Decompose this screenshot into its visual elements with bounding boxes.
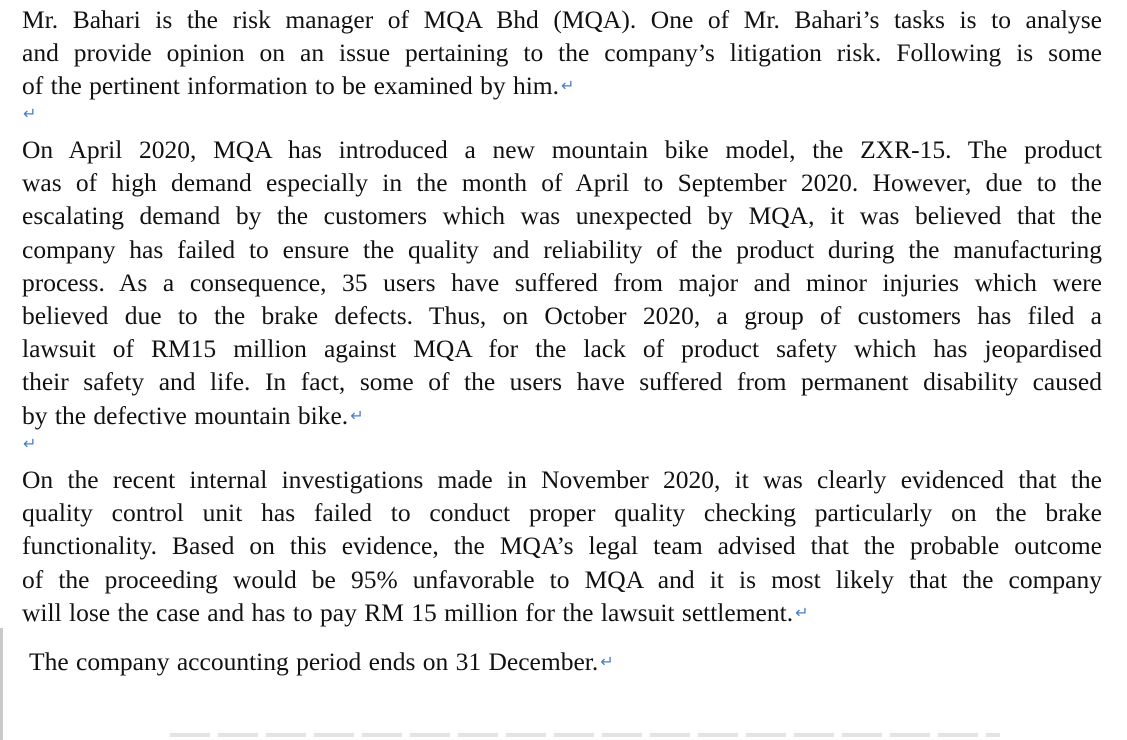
paragraph-mark-icon: ↵ xyxy=(561,76,575,96)
empty-paragraph-mark-icon: ↵ xyxy=(23,434,37,453)
text-line-last: of the pertinent information to be examined by him. ↵ xyxy=(22,71,575,101)
paragraph-product-lawsuit xyxy=(22,133,1102,432)
paragraph-investigation xyxy=(22,463,1102,629)
text-line: was of high demand especially in the month of April to September 2020. However, due to the xyxy=(22,168,1102,198)
text-line: of the proceeding would be 95% unfavorable to MQA and it is most likely that the company xyxy=(22,564,1102,594)
empty-paragraph-mark-icon: ↵ xyxy=(23,104,37,123)
margin-bar xyxy=(0,628,3,740)
text-line: believed due to the brake defects. Thus, on October 2020, a group of customers has filed a xyxy=(22,300,1102,330)
text-line: quality control unit has failed to conduct proper quality checking particularly on the brake xyxy=(22,498,1102,528)
text-line-last: will lose the case and has to pay RM 15 million for the lawsuit settlement. ↵ xyxy=(22,597,809,627)
text-line: their safety and life. In fact, some of the users have suffered from permanent disability caused xyxy=(22,367,1102,397)
text-line: On April 2020, MQA has introduced a new mountain bike model, the ZXR-15. The product xyxy=(22,135,1102,164)
paragraph-mark-icon: ↵ xyxy=(350,405,364,425)
paragraph-intro xyxy=(22,3,1102,103)
cut-off-text-line xyxy=(170,733,1000,737)
paragraph-mark-icon: ↵ xyxy=(795,602,809,622)
text-line: Mr. Bahari is the risk manager of MQA Bhd (MQA). One of Mr. Bahari’s tasks is to analyse xyxy=(22,5,1102,34)
text-line: process. As a consequence, 35 users have suffered from major and minor injuries which were xyxy=(22,267,1102,297)
text-line: company has failed to ensure the quality and reliability of the product during the manufacturing xyxy=(22,234,1102,264)
paragraph-accounting-period xyxy=(29,645,1109,678)
text-line-last: The company accounting period ends on 31 December. ↵ xyxy=(29,647,614,676)
text-line: escalating demand by the customers which was unexpected by MQA, it was believed that the xyxy=(22,201,1102,231)
text-line: and provide opinion on an issue pertaining to the company’s litigation risk. Following is some xyxy=(22,38,1102,68)
text-line: lawsuit of RM15 million against MQA for the lack of product safety which has jeopardised xyxy=(22,334,1102,364)
text-line: On the recent internal investigations made in November 2020, it was clearly evidenced that the xyxy=(22,465,1102,494)
text-line: functionality. Based on this evidence, the MQA’s legal team advised that the probable outcome xyxy=(22,531,1102,561)
paragraph-mark-icon: ↵ xyxy=(600,652,614,671)
text-line-last: by the defective mountain bike. ↵ xyxy=(22,400,364,430)
